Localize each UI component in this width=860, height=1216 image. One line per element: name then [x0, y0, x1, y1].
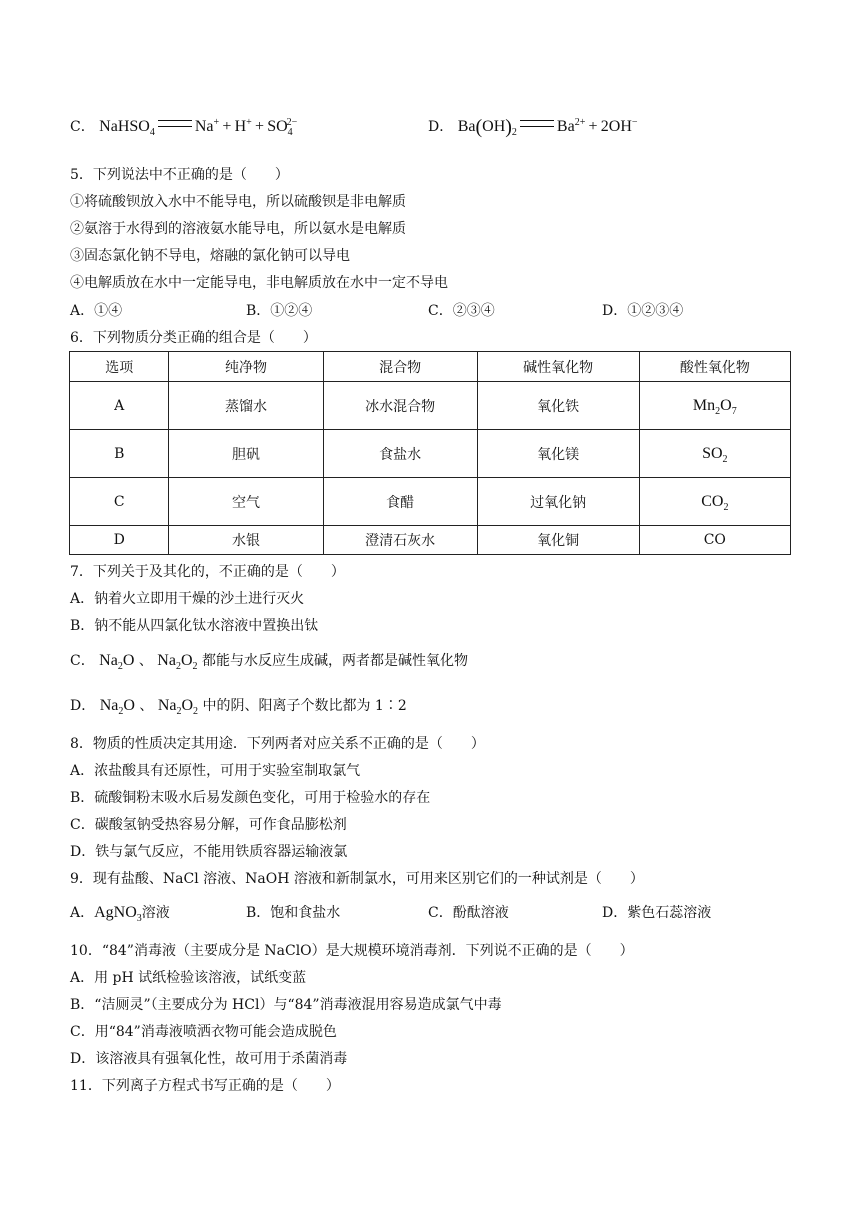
q8-option-b: B．硫酸铜粉末吸水后易发颜色变化，可用于检验水的存在	[70, 790, 431, 806]
q7-option-b: B．钠不能从四氯化钛水溶液中置换出钛	[70, 618, 319, 634]
table-header-row	[70, 352, 791, 382]
q10-option-c: C．用“84”消毒液喷洒衣物可能会造成脱色	[70, 1024, 337, 1040]
q5-option-d: D．①②③④	[602, 303, 684, 319]
q5-option-c: C．②③④	[428, 303, 495, 319]
header-basic-oxide: 碱性氧化物	[477, 352, 639, 382]
q9-option-b: B．饱和食盐水	[246, 905, 341, 921]
q11-stem: 11．下列离子方程式书写正确的是（ ）	[70, 1078, 340, 1094]
table-row: D 水银 澄清石灰水 氧化铜 CO	[70, 526, 791, 555]
q7-stem: 7．下列关于及其化的，不正确的是（ ）	[70, 564, 345, 580]
q8-option-d: D．铁与氯气反应，不能用铁质容器运输液氯	[70, 844, 348, 860]
q7-option-c: C． $Na_2O$ 、 $Na_2O_2$ 都能与水反应生成碱，两者都是碱性氧化物	[70, 652, 468, 672]
formula-co2: $CO_2$	[639, 478, 790, 526]
q9-option-a: A．AgNO$_3$溶液	[70, 904, 170, 924]
formula-co: CO	[639, 526, 790, 555]
q8-option-a: A．浓盐酸具有还原性，可用于实验室制取氯气	[70, 763, 361, 779]
q5-statement-3: ③固态氯化钠不导电，熔融的氯化钠可以导电	[70, 248, 350, 264]
q5-statement-1: ①将硫酸钡放入水中不能导电，所以硫酸钡是非电解质	[70, 194, 406, 210]
q10-stem: 10．“84”消毒液（主要成分是 NaClO）是大规模环境消毒剂．下列说不正确的是（ ）	[70, 943, 634, 959]
header-mixture: 混合物	[323, 352, 477, 382]
q10-option-a: A．用 pH 试纸检验该溶液，试纸变蓝	[70, 970, 307, 986]
q9-option-c: C．酚酞溶液	[428, 905, 509, 921]
q5-option-b: B．①②④	[246, 303, 313, 319]
header-acidic-oxide: 酸性氧化物	[639, 352, 790, 382]
formula-so2: $SO_2$	[639, 430, 790, 478]
q5-option-a: A．①④	[70, 303, 123, 319]
q4-c-equation: NaHSO$_4$ $Na^+ + H^+ + SO_4^{2-}$	[99, 117, 298, 138]
header-option: 选项	[70, 352, 169, 382]
table-row: C 空气 食醋 过氧化钠 $CO_2$	[70, 478, 791, 526]
q10-option-d: D．该溶液具有强氧化性，故可用于杀菌消毒	[70, 1051, 348, 1067]
q7-option-d: D． $Na_2O$ 、 $Na_2O_2$ 中的阴、阳离子个数比都为 1∶2	[70, 697, 407, 717]
q4-option-c: C． NaHSO$_4$ $Na^+ + H^+ + SO_4^{2-}$	[70, 117, 298, 138]
table-row: A 蒸馏水 冰水混合物 氧化铁 $Mn_2O_7$	[70, 382, 791, 430]
q6-classification-table	[69, 351, 791, 555]
q7-option-a: A．钠着火立即用干燥的沙土进行灭火	[70, 591, 305, 607]
q4-option-d: D． $Ba(OH)_2$ $Ba^{2+} + 2OH^-$	[428, 116, 638, 138]
q9-option-d: D．紫色石蕊溶液	[602, 905, 712, 921]
q8-stem: 8．物质的性质决定其用途．下列两者对应关系不正确的是（ ）	[70, 736, 485, 752]
q5-stem: 5．下列说法中不正确的是（ ）	[70, 167, 289, 183]
q4-d-equation: $Ba(OH)_2$ $Ba^{2+} + 2OH^-$	[457, 116, 638, 138]
q5-statement-4: ④电解质放在水中一定能导电，非电解质放在水中一定不导电	[70, 275, 448, 291]
q6-stem: 6．下列物质分类正确的组合是（ ）	[70, 330, 317, 346]
q9-stem: 9．现有盐酸、NaCl 溶液、NaOH 溶液和新制氯水，可用来区别它们的一种试剂是（ ）	[70, 871, 644, 887]
header-pure: 纯净物	[169, 352, 323, 382]
q10-option-b: B．“洁厕灵”（主要成分为 HCl）与“84”消毒液混用容易造成氯气中毒	[70, 997, 502, 1013]
q8-option-c: C．碳酸氢钠受热容易分解，可作食品膨松剂	[70, 817, 347, 833]
q5-statement-2: ②氨溶于水得到的溶液氨水能导电，所以氨水是电解质	[70, 221, 406, 237]
formula-mn2o7: $Mn_2O_7$	[639, 382, 790, 430]
table-row: B 胆矾 食盐水 氧化镁 $SO_2$	[70, 430, 791, 478]
